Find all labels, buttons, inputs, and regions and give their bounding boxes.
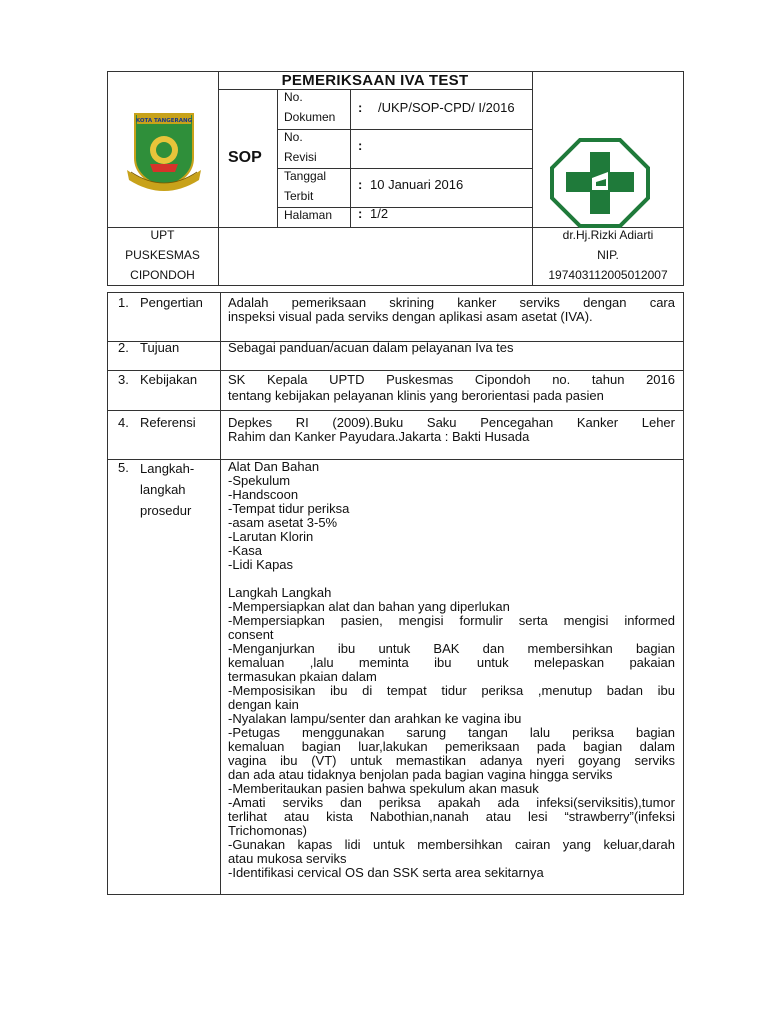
step-item: vagina ibu (VT) untuk memastikan adanya nyeri goyang serviks bbox=[228, 753, 675, 768]
section-number: 4. bbox=[118, 415, 129, 430]
tool-item: -Kasa bbox=[228, 543, 262, 558]
step-item: Trichomonas) bbox=[228, 823, 307, 838]
tools-title: Alat Dan Bahan bbox=[228, 459, 320, 474]
step-item: dengan kain bbox=[228, 697, 299, 712]
step-item: dan ada atau tidaknya benjolan pada bagian vagina hingga serviks bbox=[228, 767, 613, 782]
step-item: -Mempersiapkan pasien, mengisi formulir serta mengisi informed bbox=[228, 613, 675, 628]
document-title: PEMERIKSAAN IVA TEST bbox=[281, 72, 469, 89]
steps-list bbox=[228, 600, 675, 880]
content-divider bbox=[107, 410, 684, 411]
step-item: -Nyalakan lampu/senter dan arahkan ke vagina ibu bbox=[228, 711, 522, 726]
section-content-langkah bbox=[228, 460, 675, 880]
section-label-referensi: Referensi bbox=[140, 415, 196, 430]
meta-value-terbit: 10 Januari 2016 bbox=[370, 177, 464, 192]
section-label-tujuan: Tujuan bbox=[140, 340, 180, 355]
header-divider bbox=[218, 71, 219, 286]
step-item: consent bbox=[228, 627, 274, 642]
meta-label-halaman: Halaman bbox=[284, 208, 333, 222]
step-item: -Menganjurkan ibu untuk BAK dan membersihkan bagian bbox=[228, 641, 675, 656]
section-number: 5. bbox=[118, 460, 129, 475]
section-content-tujuan: Sebagai panduan/acuan dalam pelayanan Iva tes bbox=[228, 340, 514, 355]
meta-label-terbit: Tanggal Terbit bbox=[284, 169, 327, 203]
section-number: 3. bbox=[118, 372, 129, 387]
step-item: termasukan pkaian dalam bbox=[228, 669, 377, 684]
section-label-pengertian: Pengertian bbox=[140, 295, 203, 310]
step-item: -Gunakan kapas lidi untuk membersihkan cairan yang keluar,darah bbox=[228, 837, 675, 852]
meta-colon: : bbox=[358, 100, 363, 115]
section-label-langkah: Langkah- langkah prosedur bbox=[140, 461, 195, 518]
header-divider bbox=[218, 89, 532, 90]
signatory-block bbox=[532, 225, 684, 285]
steps-title: Langkah Langkah bbox=[228, 585, 332, 600]
tool-item: -asam asetat 3-5% bbox=[228, 515, 338, 530]
step-item: -Identifikasi cervical OS dan SSK serta area sekitarnya bbox=[228, 865, 544, 880]
meta-colon: : bbox=[358, 138, 363, 153]
unit-name: UPT PUSKESMAS CIPONDOH bbox=[125, 228, 200, 282]
content-divider bbox=[220, 292, 221, 895]
step-item: kemaluan ,lalu meminta ibu untuk melepaskan pakaian bbox=[228, 655, 675, 670]
emblem-banner-text: KOTA TANGERANG bbox=[135, 118, 193, 124]
step-item: terlihat atau kista Nabothian,nanah atau lesi “strawberry”(infeksi bbox=[228, 809, 675, 824]
meta-value-dokumen: /UKP/SOP-CPD/ I/2016 bbox=[378, 100, 515, 115]
step-item: -Memposisikan ibu di tempat tidur periksa ,menutup badan ibu bbox=[228, 683, 675, 698]
section-number: 2. bbox=[118, 340, 129, 355]
step-item: -Petugas menggunakan sarung tangan lalu periksa bagian bbox=[228, 725, 675, 740]
meta-value-halaman: 1/2 bbox=[370, 206, 389, 221]
section-label-kebijakan: Kebijakan bbox=[140, 372, 198, 387]
step-item: atau mukosa serviks bbox=[228, 851, 347, 866]
tool-item: -Lidi Kapas bbox=[228, 557, 294, 572]
section-number: 1. bbox=[118, 295, 129, 310]
step-item: -Memberitaukan pasien bahwa spekulum akan masuk bbox=[228, 781, 539, 796]
kota-tangerang-emblem-icon bbox=[123, 110, 205, 194]
meta-label-dokumen: No. Dokumen bbox=[284, 90, 336, 124]
step-item: -Mempersiapkan alat dan bahan yang diperlukan bbox=[228, 599, 510, 614]
sop-label: SOP bbox=[228, 149, 262, 166]
tool-item: -Tempat tidur periksa bbox=[228, 501, 350, 516]
step-item: -Amati serviks dan periksa apakah ada infeksi(serviksitis),tumor bbox=[228, 795, 675, 810]
section-content-pengertian: Adalah pemeriksaan skrining kanker serviks dengan cara inspeksi visual pada serviks dengan aplikasi asam asetat (IVA). bbox=[228, 295, 675, 324]
signatory-nip-label: NIP. bbox=[597, 248, 619, 262]
meta-label-revisi: No. Revisi bbox=[284, 130, 317, 164]
tool-item: -Larutan Klorin bbox=[228, 529, 314, 544]
tool-item: -Handscoon bbox=[228, 487, 299, 502]
step-item: kemaluan bagian luar,lakukan pemeriksaan pada bagian dalam bbox=[228, 739, 675, 754]
signatory-name: dr.Hj.Rizki Adiarti bbox=[562, 228, 654, 242]
meta-colon: : bbox=[358, 177, 363, 192]
puskesmas-cross-logo-icon bbox=[550, 138, 650, 228]
tool-item: -Spekulum bbox=[228, 473, 291, 488]
signatory-nip: 197403112005012007 bbox=[548, 268, 668, 282]
meta-colon: : bbox=[358, 206, 363, 221]
section-content-referensi: Depkes RI (2009).Buku Saku Pencegahan Kanker Leher Rahim dan Kanker Payudara.Jakarta : Bakti Husada bbox=[228, 415, 675, 444]
section-content-kebijakan: SK Kepala UPTD Puskesmas Cipondoh no. tahun 2016 tentang kebijakan pelayanan klinis yang berorientasi pada pasien bbox=[228, 372, 675, 403]
